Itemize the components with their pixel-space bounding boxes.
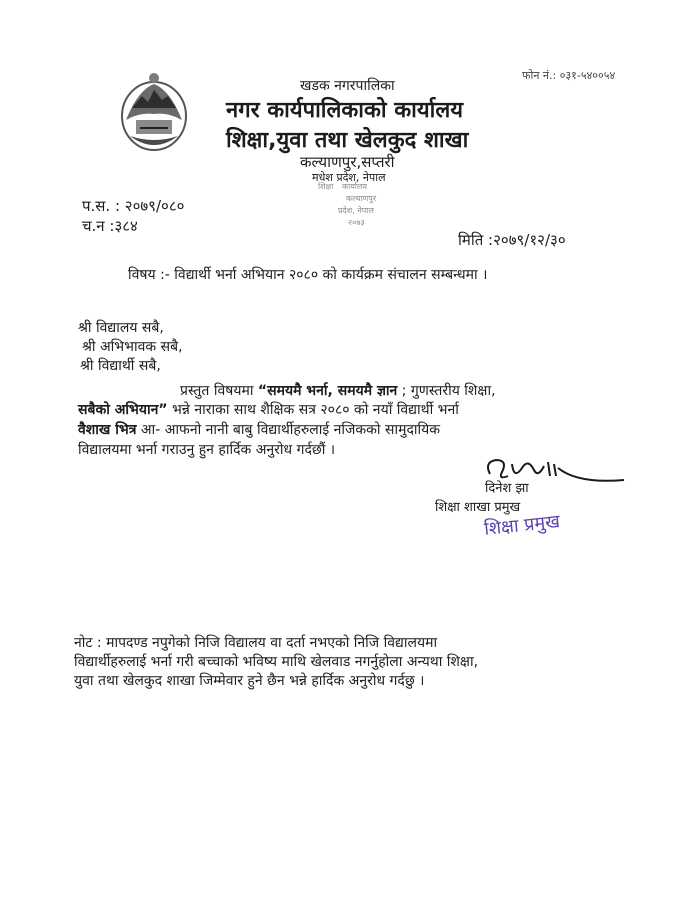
letter-date: मिति :२०७९/१२/३० [458,231,566,249]
body-line-4: विद्यालयमा भर्ना गराउनु हुन हार्दिक अनुरोध गर्दछौं । [78,442,336,458]
office-title: नगर कार्यपालिकाको कार्यालय [226,98,463,123]
office-address: कल्याणपुर,सप्तरी [300,153,395,171]
stamp-text-2: कार्यालय [342,182,367,191]
deadline-text: वैशाख भित्र [78,422,137,438]
stamp-text-1: शिक्षा [318,182,334,191]
stamp-year: २०७३ [348,218,365,227]
stamp-text-3: कल्याणपुर [346,194,377,203]
body-line-1: प्रस्तुत विषयमा “समयमै भर्ना, समयमै ज्ञान ; गुणस्तरीय शिक्षा, [180,383,496,399]
province-line: मधेश प्रदेश, नेपाल [312,171,386,184]
body-line-3: वैशाख भित्र आ- आफनो नानी बाबु विद्यार्थीहरुलाई नजिकको सामुदायिक [78,422,441,438]
slogan-part-1: “समयमै भर्ना, समयमै ज्ञान [257,383,398,399]
reference-number: प.स. : २०७९/०८० [82,197,185,215]
note-line-3: युवा तथा खेलकुद शाखा जिम्मेवार हुने छैन भन्ने हार्दिक अनुरोध गर्दछु । [74,673,425,689]
addressee-guardians: श्री अभिभावक सबै, [82,339,183,355]
body-line-2: सबैको अभियान” भन्ने नाराका साथ शैक्षिक सत्र २०८० को नयाँ विद्यार्थी भर्ना [78,402,459,418]
signatory-stamp: शिक्षा प्रमुख [483,511,561,540]
note-line-2: विद्यार्थीहरुलाई भर्ना गरी बच्चाको भविष्य माथि खेलवाड नगर्नुहोला अन्यथा शिक्षा, [74,654,479,670]
municipality-name: खडक नगरपालिका [300,78,395,94]
office-stamp [300,175,410,230]
slogan-part-2: सबैको अभियान” [78,402,168,418]
addressee-students: श्री विद्यार्थी सबै, [80,358,161,374]
note-line-1: नोट : मापदण्ड नपुगेको निजि विद्यालय वा दर्ता नभएको निजि विद्यालयमा [74,635,438,651]
subject-line: विषय :- विद्यार्थी भर्ना अभियान २०८० को कार्यक्रम संचालन सम्बन्धमा । [128,267,488,283]
nepal-emblem-icon [118,70,190,156]
section-title: शिक्षा,युवा तथा खेलकुद शाखा [226,128,469,153]
signatory-name: दिनेश झा [485,481,529,496]
signatory-title: शिक्षा शाखा प्रमुख [435,500,521,515]
dispatch-number: च.न :३८४ [82,217,138,235]
stamp-text-4: प्रदेश, नेपाल [338,206,374,215]
phone-number: फोन नं.: ०३१-५४००५४ [522,69,616,82]
addressee-schools: श्री विद्यालय सबै, [78,320,164,336]
